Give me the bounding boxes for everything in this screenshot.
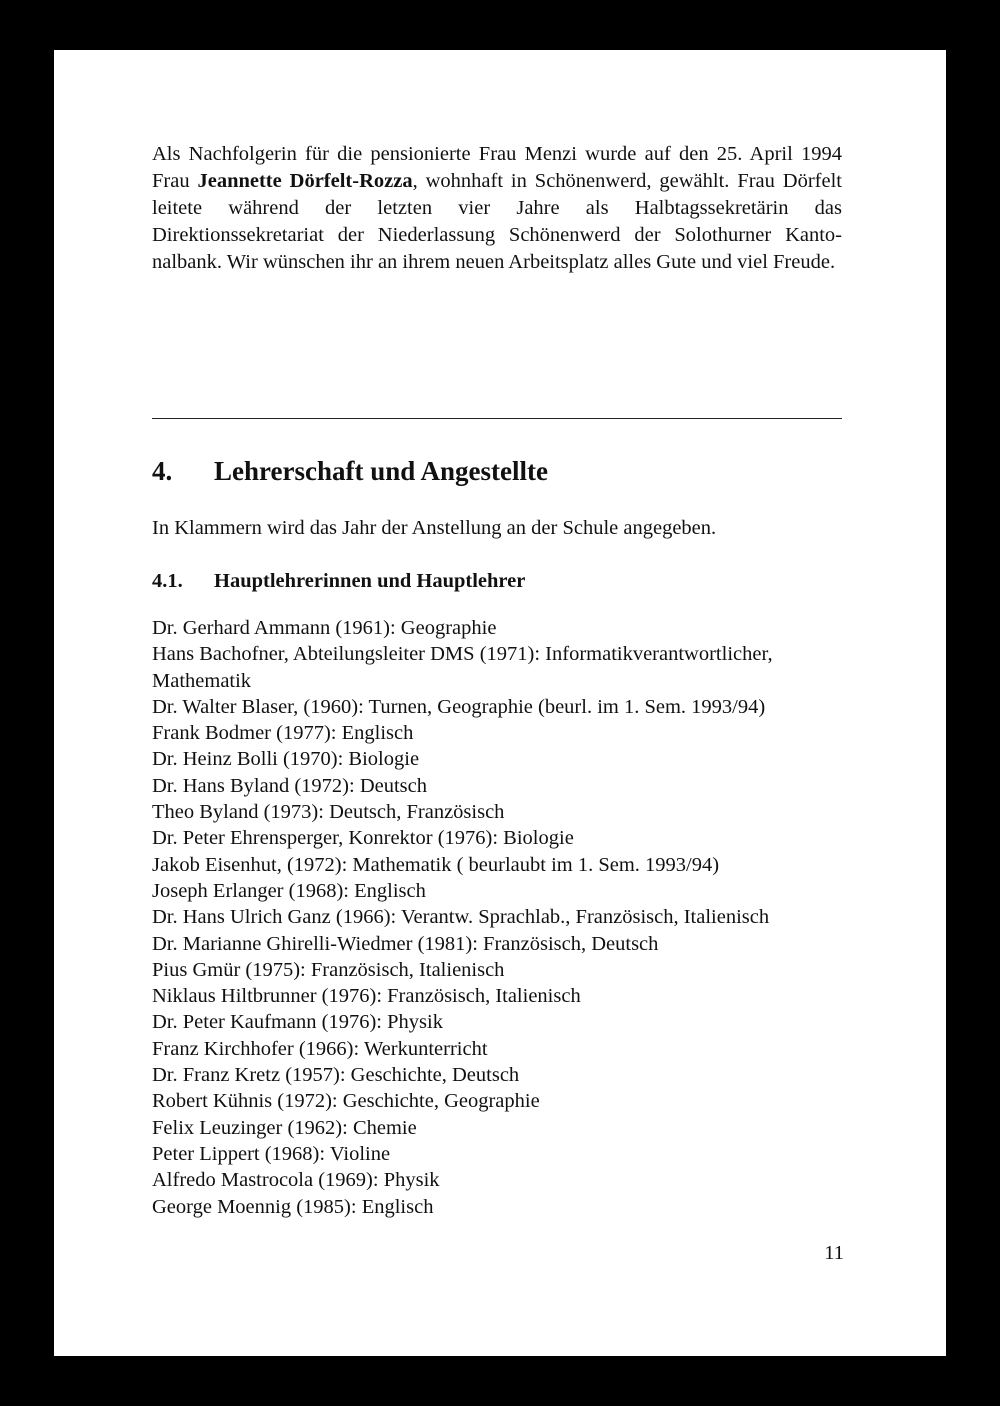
section-lead: In Klammern wird das Jahr der Anstellung an der Schule angegeben. bbox=[152, 517, 717, 539]
staff-entry: Robert Kühnis (1972): Geschichte, Geographie bbox=[152, 1090, 540, 1113]
intro-text-end: , wohnhaft in Schönenwerd, gewählt. Frau Dörfelt leitete während der letzten vier Jahre als Halbtagssekretärin das Direktionssekretariat der Niederlassung Schönenwerd der Solothurner Kantonalbank. Wir wünschen ihr an ihrem neuen Arbeitsplatz alles Gute und viel Freude. bbox=[152, 170, 842, 273]
staff-entry: Dr. Hans Ulrich Ganz (1966): Verantw. Sprachlab., Französisch, Italienisch bbox=[152, 906, 770, 929]
staff-entry: Franz Kirchhofer (1966): Werkunterricht bbox=[152, 1037, 488, 1060]
staff-entry: Dr. Peter Kaufmann (1976): Physik bbox=[152, 1011, 443, 1034]
appointee-name: Jeannette Dörfelt-Rozza bbox=[197, 170, 413, 192]
staff-entry: Hans Bachofner, Abteilungsleiter DMS (1971): Informatikverantwortlicher, Mathematik bbox=[152, 643, 773, 692]
staff-entry: Jakob Eisenhut, (1972): Mathematik ( beurlaubt im 1. Sem. 1993/94) bbox=[152, 853, 720, 876]
staff-entry: Felix Leuzinger (1962): Chemie bbox=[152, 1116, 417, 1139]
subsection-heading bbox=[152, 568, 525, 595]
subsection-number: 4.1. bbox=[152, 570, 183, 592]
staff-entry: Dr. Gerhard Ammann (1961): Geographie bbox=[152, 617, 497, 639]
section-number: 4. bbox=[152, 456, 173, 486]
section-title: Lehrerschaft und Angestellte bbox=[214, 456, 548, 486]
staff-entry: Theo Byland (1973): Deutsch, Französisch bbox=[152, 801, 505, 824]
staff-entry: Alfredo Mastrocola (1969): Physik bbox=[152, 1169, 440, 1192]
staff-entry: Niklaus Hiltbrunner (1976): Französisch, Italienisch bbox=[152, 985, 581, 1008]
staff-entry: Joseph Erlanger (1968): Englisch bbox=[152, 879, 426, 902]
staff-entry: Dr. Heinz Bolli (1970): Biologie bbox=[152, 748, 420, 771]
staff-list bbox=[152, 615, 852, 1220]
staff-entry: Pius Gmür (1975): Französisch, Italienisch bbox=[152, 958, 505, 981]
document-page bbox=[54, 50, 946, 1356]
section-divider bbox=[152, 418, 842, 419]
staff-entry: Dr. Marianne Ghirelli-Wiedmer (1981): Französisch, Deutsch bbox=[152, 932, 659, 955]
staff-entry: Peter Lippert (1968): Violine bbox=[152, 1142, 391, 1165]
staff-entry: Frank Bodmer (1977): Englisch bbox=[152, 722, 414, 745]
staff-entry: Dr. Peter Ehrensperger, Konrektor (1976): Biologie bbox=[152, 827, 574, 850]
staff-entry: Dr. Walter Blaser, (1960): Turnen, Geographie (beurl. im 1. Sem. 1993/94) bbox=[152, 695, 766, 718]
section-heading bbox=[152, 454, 548, 488]
staff-entry: George Moennig (1985): Englisch bbox=[152, 1195, 434, 1218]
staff-entry: Dr. Franz Kretz (1957): Geschichte, Deutsch bbox=[152, 1064, 520, 1087]
staff-entry: Dr. Hans Byland (1972): Deutsch bbox=[152, 774, 427, 797]
subsection-title: Hauptlehrerinnen und Hauptlehrer bbox=[214, 570, 526, 592]
intro-text-start: Als Nachfolgerin für die pensionierte Frau Menzi wurde auf den 25. April 1994 Frau bbox=[152, 143, 842, 192]
page-number: 11 bbox=[824, 1242, 844, 1264]
intro-paragraph bbox=[152, 141, 842, 276]
